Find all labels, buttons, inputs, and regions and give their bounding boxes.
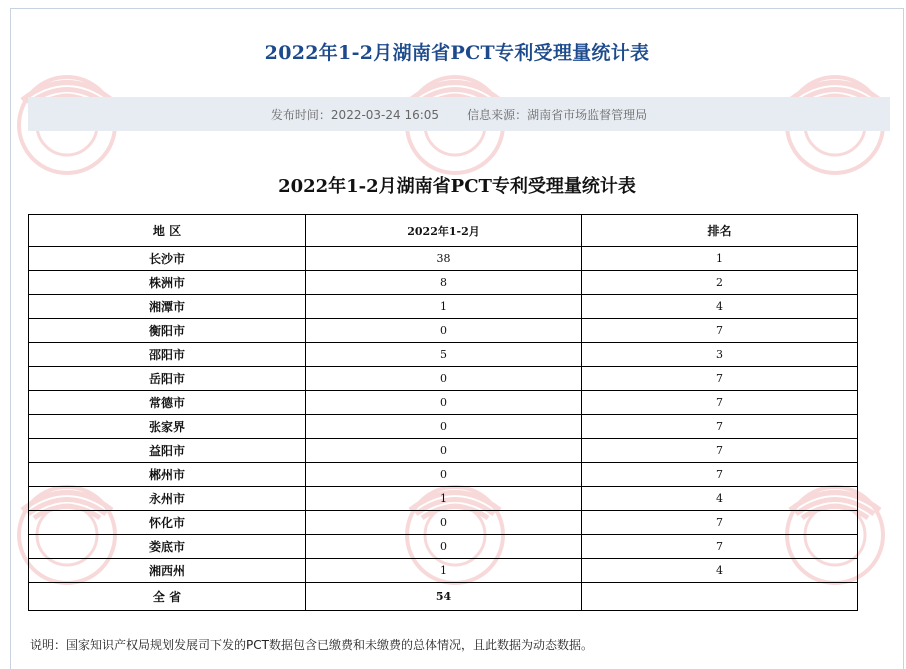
cell-rank: 7	[582, 535, 858, 559]
cell-region: 衡阳市	[29, 319, 306, 343]
table-row	[29, 343, 858, 367]
cell-count: 38	[306, 247, 582, 271]
total-rank	[582, 583, 858, 611]
cell-region: 益阳市	[29, 439, 306, 463]
cell-rank: 7	[582, 439, 858, 463]
table-row	[29, 511, 858, 535]
table-total-row	[29, 583, 858, 611]
header-period: 2022年1-2月	[306, 215, 582, 247]
cell-region: 岳阳市	[29, 367, 306, 391]
cell-region: 邵阳市	[29, 343, 306, 367]
cell-rank: 3	[582, 343, 858, 367]
cell-region: 湘潭市	[29, 295, 306, 319]
footnote: 说明：国家知识产权局规划发展司下发的PCT数据包含已缴费和未缴费的总体情况，且此数据为动态数据。	[30, 638, 593, 652]
table-header-row	[29, 215, 858, 247]
cell-count: 0	[306, 367, 582, 391]
cell-rank: 4	[582, 295, 858, 319]
total-region: 全 省	[29, 583, 306, 611]
table-row	[29, 319, 858, 343]
document-title: 2022年1-2月湖南省PCT专利受理量统计表	[278, 176, 636, 197]
cell-count: 0	[306, 535, 582, 559]
cell-rank: 4	[582, 559, 858, 583]
table-row	[29, 367, 858, 391]
cell-region: 郴州市	[29, 463, 306, 487]
table-row	[29, 295, 858, 319]
cell-region: 株洲市	[29, 271, 306, 295]
publish-info	[271, 106, 439, 123]
publish-label: 发布时间：	[270, 107, 331, 122]
header-rank: 排名	[582, 215, 858, 247]
cell-count: 8	[306, 271, 582, 295]
table-row	[29, 439, 858, 463]
cell-count: 5	[306, 343, 582, 367]
table-body	[29, 247, 858, 611]
cell-count: 0	[306, 319, 582, 343]
source-info	[467, 106, 647, 123]
cell-rank: 7	[582, 391, 858, 415]
cell-region: 湘西州	[29, 559, 306, 583]
header-region: 地 区	[29, 215, 306, 247]
cell-region: 永州市	[29, 487, 306, 511]
cell-count: 1	[306, 295, 582, 319]
statistics-table	[28, 214, 858, 611]
table-row	[29, 463, 858, 487]
meta-bar	[28, 97, 890, 131]
table-row	[29, 415, 858, 439]
cell-rank: 2	[582, 271, 858, 295]
cell-rank: 7	[582, 511, 858, 535]
cell-region: 常德市	[29, 391, 306, 415]
table-row	[29, 559, 858, 583]
table-row	[29, 391, 858, 415]
table-row	[29, 535, 858, 559]
cell-region: 长沙市	[29, 247, 306, 271]
cell-rank: 7	[582, 463, 858, 487]
cell-count: 1	[306, 559, 582, 583]
cell-count: 0	[306, 415, 582, 439]
page-title: 2022年1-2月湖南省PCT专利受理量统计表	[264, 42, 650, 64]
table-row	[29, 271, 858, 295]
cell-count: 0	[306, 439, 582, 463]
cell-count: 0	[306, 391, 582, 415]
source-label: 信息来源：	[467, 107, 528, 122]
total-count: 54	[306, 583, 582, 611]
source-name: 湖南省市场监督管理局	[527, 107, 648, 122]
cell-count: 0	[306, 511, 582, 535]
cell-rank: 7	[582, 367, 858, 391]
table-row	[29, 487, 858, 511]
table-row	[29, 247, 858, 271]
cell-region: 娄底市	[29, 535, 306, 559]
cell-rank: 7	[582, 415, 858, 439]
cell-region: 怀化市	[29, 511, 306, 535]
cell-rank: 1	[582, 247, 858, 271]
cell-count: 1	[306, 487, 582, 511]
cell-rank: 4	[582, 487, 858, 511]
cell-region: 张家界	[29, 415, 306, 439]
cell-count: 0	[306, 463, 582, 487]
publish-time: 2022-03-24 16:05	[330, 107, 440, 122]
cell-rank: 7	[582, 319, 858, 343]
